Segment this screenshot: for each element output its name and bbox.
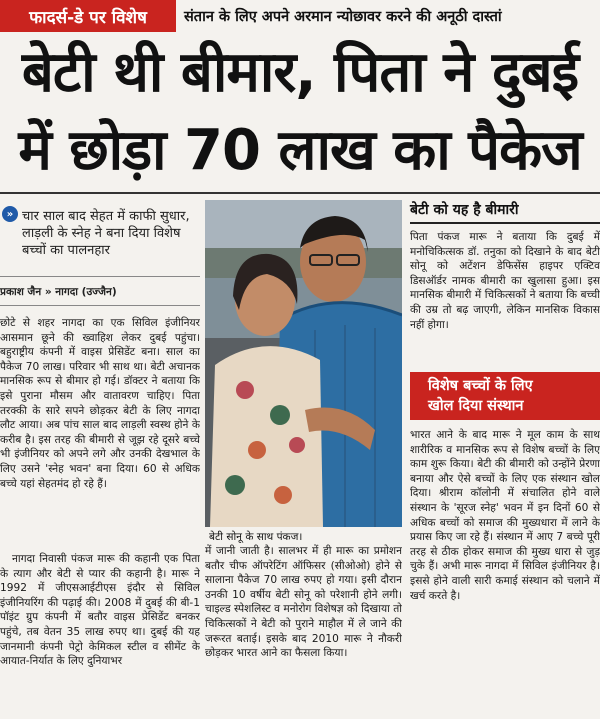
section-header — [0, 0, 600, 32]
headline-line-2: में छोड़ा 70 लाख का पैकेज — [18, 118, 582, 183]
subheading-banner — [410, 372, 600, 420]
byline-divider — [0, 305, 200, 306]
father-daughter-photo — [205, 200, 402, 527]
byline: प्रकाश जैन » नागदा (उज्जैन) — [0, 286, 117, 298]
sidebar-box-text — [410, 230, 600, 370]
kicker-text: चार साल बाद सेहत में काफी सुधार, लाड़ली के स्नेह ने बना दिया विशेष बच्चों का पालनहार — [22, 209, 190, 258]
article-paragraph-right — [410, 428, 600, 719]
article-paragraph-intro — [0, 316, 200, 550]
section-tag: फादर्स-डे पर विशेष — [0, 0, 176, 32]
article-text: पिता पंकज मारू ने बताया कि दुबई में मनोचिकित्सक डॉ. तनुका को दिखाने के बाद बेटी सोनू को अटेंशन डेफिसेंस हाइपर एक्टिव डिसऑर्डर नामक बीमारी का खुलासा हुआ। इस मानसिक बीमारी में चिकित्सकों ने बताया कि बच्ची की उम्र तो बढ़ जाएगी, लेकिन मानसिक विकास नहीं होगा। — [410, 231, 600, 331]
kicker-divider — [0, 276, 200, 277]
header-subline: संतान के लिए अपने अरमान न्योछावर करने की अनूठी दास्तां — [184, 9, 502, 25]
article-text: नागदा निवासी पंकज मारू की कहानी एक पिता के त्याग और बेटी से प्यार की कहानी है। मारू ने 1992 में जीएसआईटीएस इंदौर से सिविल इंजीनियरिंग की पढ़ाई की। 2008 में दुबई की बी-1 पॉइंट ग्रुप कंपनी में बतौर वाइस प्रेसिडेंट बनकर पहुंचे, तब वेतन 35 लाख रुपए था। दुबई की यह जानमानी कंपनी पेट्रो केमिकल स्टील व सीमेंट के आयात-निर्यात के लिए दुनियाभर — [0, 553, 200, 668]
article-paragraph-middle — [205, 544, 402, 719]
headline-line-1: बेटी थी बीमार, पिता ने दुबई — [21, 40, 579, 105]
article-paragraph-2 — [0, 552, 200, 719]
article-text: भारत आने के बाद मारू ने मूल काम के साथ शारीरिक व मानसिक रूप से विशेष बच्चों के लिए काम शुरू किया। बेटी की बीमारी को उन्होंने प्रेरणा बनाया और ऐसे बच्चों के लिए एक संस्थान खोल दिया। श्रीराम कॉलोनी में संचालित होने वाले संस्थान के 'सूरज स्नेह' भवन में इन दिनों 60 से अधिक बच्चों को समाज की मुख्यधारा में लाने के प्रयास किए जा रहे हैं। संस्थान में आए 7 बच्चे पूरी तरह से ठीक होकर समाज की मुख्य धारा से जुड़ चुके हैं। अभी मारू नागदा में सिविल इंजीनियर है। इससे होने वाली सारी कमाई संस्थान को चलाने में खर्च करते है। — [410, 429, 600, 602]
sidebar-box-divider — [410, 222, 600, 224]
article-text: में जानी जाती है। सालभर में ही मारू का प्रमोशन बतौर चीफ ऑपरेटिंग ऑफिसर (सीओओ) होने से सालाना पैकेज 70 लाख रुपए हो गया। इसी दौरान उनकी 10 वर्षीय बेटी सोनू को परेशानी होने लगी। चाइल्ड स्पेशलिस्ट व मनोरोग विशेषज्ञ को दिखाया तो चिकित्सकों ने बेटी को पुराने माहौल में ले जाने की जरूरत बताई। इसके बाद 2010 मारू ने नौकरी छोड़कर भारत आने का फैसला किया। — [205, 545, 402, 660]
sidebar-box-title: बेटी को यह है बीमारी — [410, 202, 519, 218]
article-text: छोटे से शहर नागदा का एक सिविल इंजीनियर आसमान छूने की ख्वाहिश लेकर दुबई पहुंचा। बहुराष्ट्रीय कंपनी में वाइस प्रेसिडेंट बना। साल का पैकेज 70 लाख। परिवार भी साथ था। बेटी अचानक मानसिक रूप से बीमार हो गई। डॉक्टर ने बताया कि इसे पुराना मौसम और वातावरण चाहिए। पिता तरक्की के सारे सपने छोड़कर बेटी के लिए नागदा लौट आया। अब पांच साल बाद लाड़ली स्वस्थ होने के करीब है। इस तरह की बीमारी से जूझ रहे दूसरे बच्चे भी इंजीनियर को अपने लगे और उनकी देखभाल के लिए उसने 'स्नेह भवन' बना दिया। 60 से अधिक बच्चे यहां सेहतमंद हो रहे हैं। — [0, 317, 200, 490]
double-chevron-right-icon: » — [2, 206, 18, 222]
photo-caption: बेटी सोनू के साथ पंकज। — [209, 531, 303, 543]
subheading-line-2: खोल दिया संस्थान — [428, 398, 524, 414]
headline-divider — [0, 192, 600, 194]
subheading-line-1: विशेष बच्चों के लिए — [428, 378, 533, 394]
